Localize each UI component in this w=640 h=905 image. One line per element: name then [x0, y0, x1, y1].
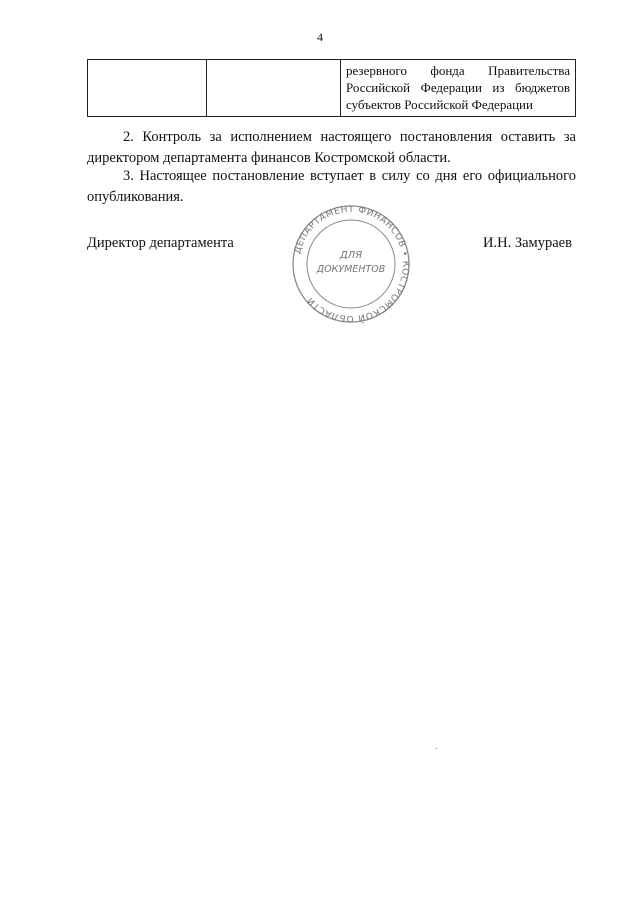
official-stamp: [282, 204, 420, 324]
page-number: 4: [317, 30, 323, 44]
signature-name: И.Н. Замураев: [483, 235, 572, 251]
table-row: [88, 60, 576, 117]
continuation-table: [87, 59, 576, 117]
stamp-center-line1: ДЛЯ: [339, 250, 363, 261]
scan-speck: [436, 748, 437, 749]
stamp-center-line2: ДОКУМЕНТОВ: [316, 264, 386, 275]
signature-title: Директор департамента: [87, 235, 234, 251]
paragraph-effective-date: 3. Настоящее постановление вступает в силу со дня его официального опубликования.: [87, 168, 576, 205]
paragraph-control: 2. Контроль за исполнением настоящего постановления оставить за директором департамента финансов Костромской области.: [87, 129, 576, 166]
table-cell-empty-1: [88, 60, 207, 117]
stamp-outer-text: ДЕПАРТАМЕНТ ФИНАНСОВ • КОСТРОМСКОЙ ОБЛАСТИ: [293, 204, 411, 324]
table-cell-description: резервного фонда Правительства Российской Федерации из бюджетов субъектов Российской Федерации: [341, 60, 576, 117]
table-cell-empty-2: [207, 60, 341, 117]
stamp-seal-icon: [282, 204, 420, 324]
